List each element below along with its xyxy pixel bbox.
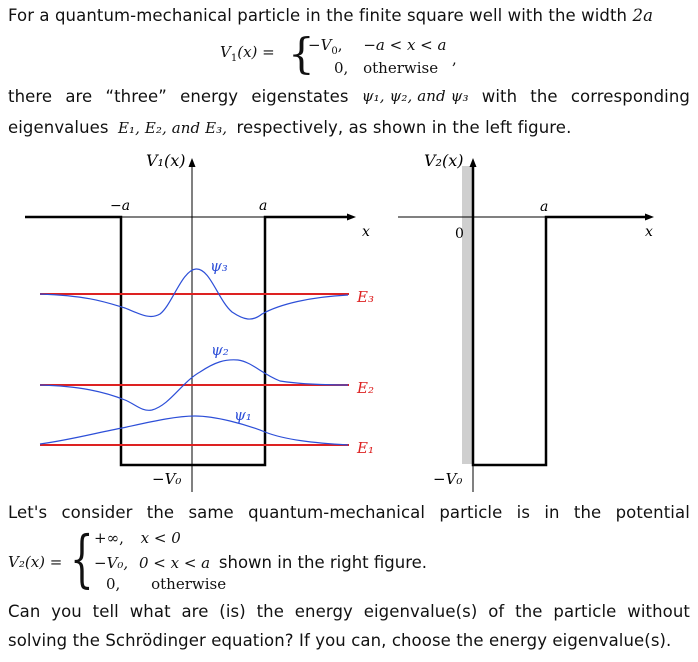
word: consider — [61, 503, 133, 522]
left-x-axis-arrow — [347, 214, 356, 221]
v1-case-1: $-V_0$, −a < x < a — [308, 36, 447, 57]
second-line-1 — [8, 503, 690, 522]
right-label-a: a — [540, 199, 549, 215]
right-x-axis-arrow — [645, 214, 654, 221]
psi2-label: ψ₂ — [211, 341, 229, 359]
psi3-label: ψ₃ — [210, 257, 228, 275]
word: are — [181, 602, 209, 621]
v1-case-2-condition: otherwise — [363, 59, 439, 77]
word: particle — [553, 602, 617, 621]
v2-case-2-value: −V₀, — [94, 554, 129, 572]
v1-symbol: V — [220, 43, 231, 61]
v2-case-1-condition: x < 0 — [140, 529, 181, 547]
v1-argument: (x) = — [237, 43, 275, 61]
word: eigenvalue(s) — [363, 602, 478, 621]
word: energy — [294, 602, 353, 621]
word: corresponding — [570, 87, 690, 106]
left-label-negV0: −V₀ — [152, 470, 182, 488]
left-potential-well — [25, 217, 348, 465]
word: eigenstates — [251, 87, 349, 106]
right-label-negV0: −V₀ — [433, 470, 463, 488]
word: same — [188, 503, 234, 522]
right-potential-well — [473, 166, 646, 465]
v1-brace: { — [288, 29, 315, 78]
psi1-label: ψ₁ — [234, 406, 252, 424]
intro-text-1: For a quantum-mechanical particle in the finite square well with the width — [8, 6, 628, 25]
word: “three” — [105, 87, 167, 106]
word: the — [515, 602, 543, 621]
v2-case-2-tail: shown in the right figure. — [218, 553, 428, 572]
question-line-2: solving the Schrödinger equation? If you can, choose the energy eigenvalue(s). — [8, 631, 672, 650]
v2-definition-lhs: V₂(x) = — [8, 553, 63, 571]
right-figure-title: V₂(x) — [424, 151, 464, 170]
word: the — [573, 503, 602, 522]
word: (is) — [219, 602, 246, 621]
word: of — [488, 602, 505, 621]
word: eigenvalues — [8, 118, 109, 137]
word: the — [146, 503, 175, 522]
word: without — [627, 602, 690, 621]
eigenvalues-list: E₁, E₂, and E₃, — [117, 119, 228, 137]
word: what — [129, 602, 171, 621]
word: the — [256, 602, 284, 621]
right-label-x: x — [645, 224, 653, 240]
word: the — [530, 87, 558, 106]
v1-case-1-subscript: 0 — [331, 46, 338, 57]
left-y-axis-arrow — [189, 158, 196, 167]
v1-case-1-value: −V — [308, 36, 332, 54]
word: you — [51, 602, 82, 621]
word: Can — [8, 602, 41, 621]
infinite-wall-shade — [462, 166, 472, 464]
psi1-wave — [40, 416, 348, 445]
left-label-neg-a: −a — [110, 198, 131, 214]
word: in — [544, 503, 560, 522]
eigenstates-list: ψ₁, ψ₂, and ψ₃ — [361, 87, 469, 105]
right-y-axis-arrow — [470, 158, 477, 167]
width-expression: 2a — [632, 6, 654, 25]
word: quantum-mechanical — [248, 503, 426, 522]
word: there — [8, 87, 53, 106]
v2-case-1-value: +∞, — [94, 529, 124, 547]
word: tell — [92, 602, 119, 621]
E2-label: E₂ — [357, 379, 374, 397]
v2-case-1 — [94, 529, 181, 547]
v2-case-2-condition: 0 < x < a — [138, 554, 211, 572]
left-figure-title: V₁(x) — [146, 151, 186, 170]
left-label-x: x — [362, 224, 370, 240]
right-label-zero: 0 — [455, 226, 464, 242]
question-line-1 — [8, 602, 690, 621]
right-figure — [398, 151, 654, 492]
word: is — [516, 503, 531, 522]
v1-trailing-comma: , — [452, 50, 457, 68]
v2-case-3-value: 0, — [106, 575, 121, 593]
intro-text-3: respectively, as shown in the left figure. — [236, 118, 572, 137]
word: particle — [439, 503, 503, 522]
word: with — [481, 87, 518, 106]
word: are — [65, 87, 93, 106]
word: energy — [180, 87, 239, 106]
v1-subscript: 1 — [230, 53, 238, 64]
v1-case-2-value: 0, — [334, 59, 349, 77]
word: Let's — [8, 503, 48, 522]
left-label-a: a — [259, 198, 268, 214]
E1-label: E₁ — [357, 439, 374, 457]
word: potential — [615, 503, 690, 522]
v2-case-3 — [106, 575, 226, 593]
E3-label: E₃ — [357, 288, 374, 306]
v2-case-2 — [94, 553, 427, 572]
v2-case-3-condition: otherwise — [151, 575, 227, 593]
v1-case-1-condition: −a < x < a — [363, 36, 447, 54]
left-figure — [25, 151, 374, 492]
v2-brace: { — [70, 522, 94, 595]
